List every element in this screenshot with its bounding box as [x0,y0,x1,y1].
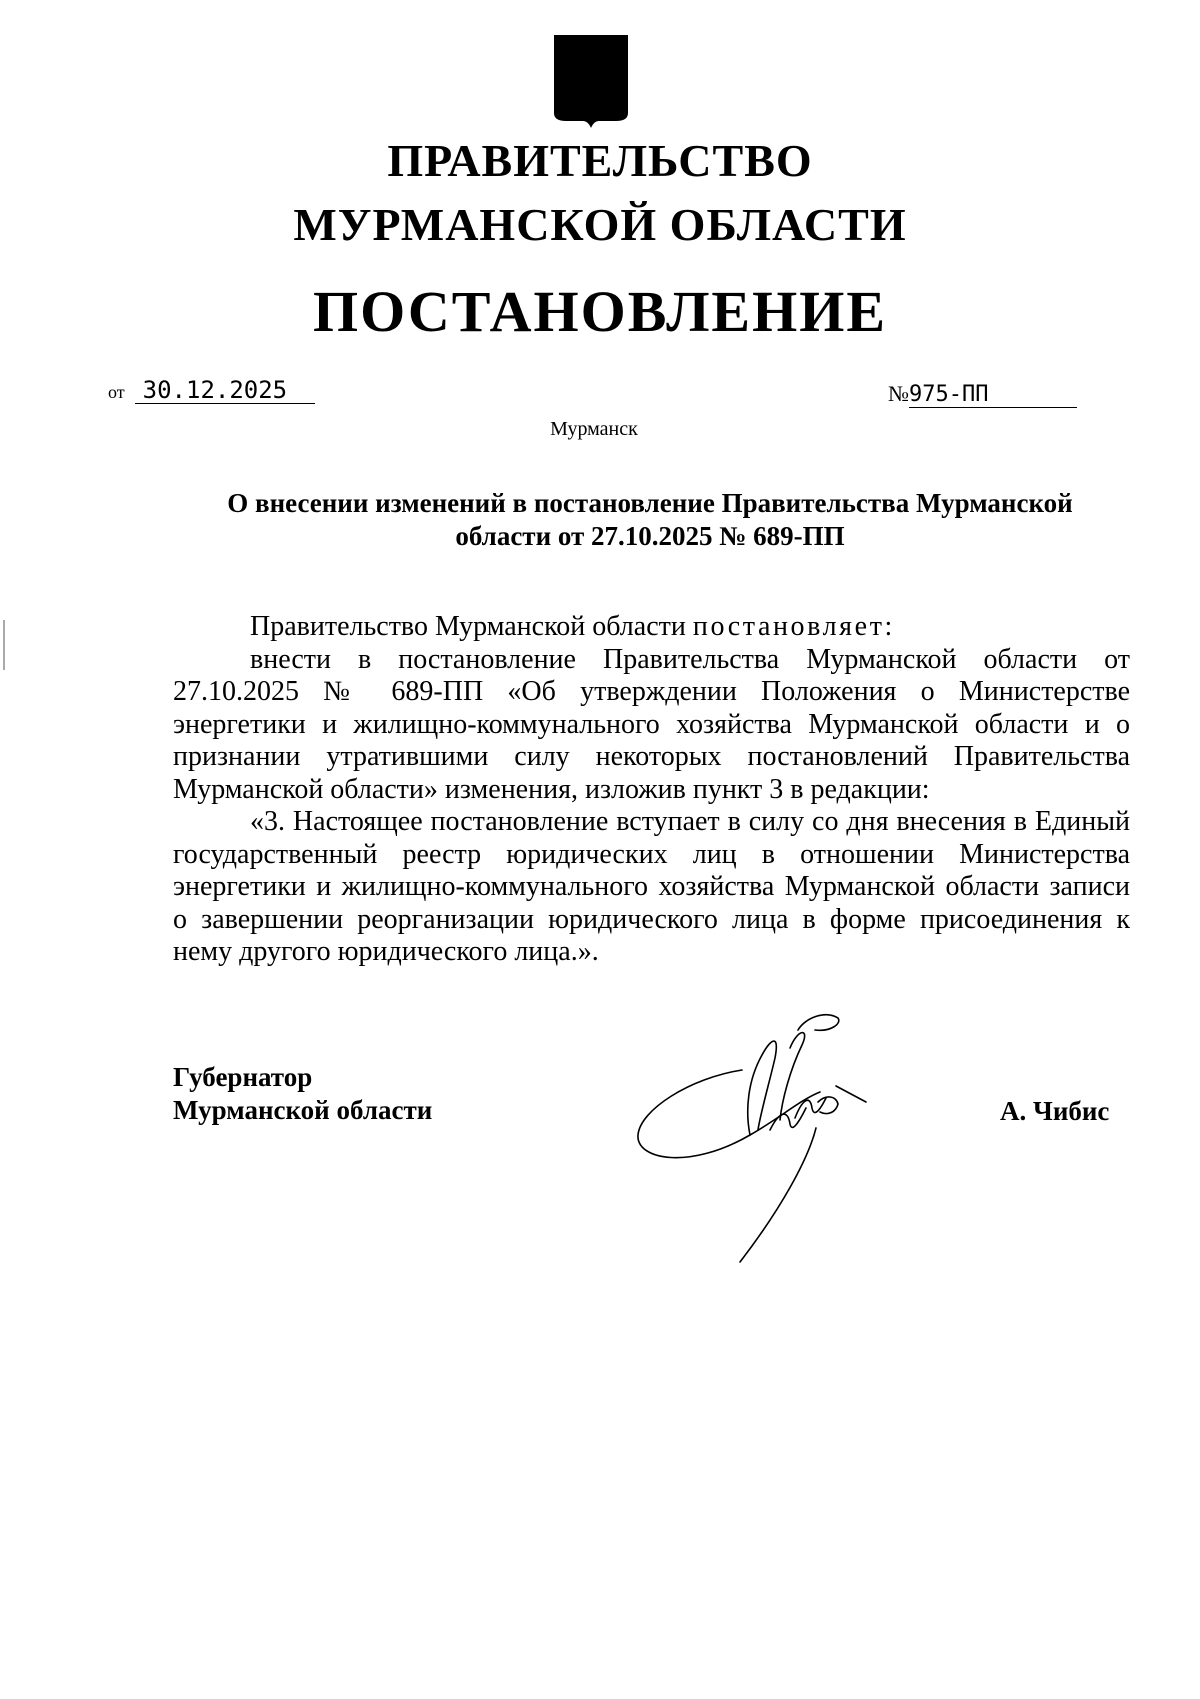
signer-name: А. Чибис [1000,1096,1110,1126]
signer-position-line-1: Губернатор [173,1062,313,1092]
body-paragraph-amendment: внести в постановление Правительства Мурманской области от 27.10.2025 № 689-ПП «Об утверждении Положения о Министерстве энергетики и жилищно-коммунального хозяйства Мурманской области и о признании утратившими силу некоторых постановлений Правительства Мурманской области» изменения, изложив пункт 3 в редакции: [173,643,1130,805]
coat-of-arms-icon [554,35,628,129]
document-title-line-1: О внесении изменений в постановление Правительства Мурманской [227,488,1073,518]
city: Мурманск [550,418,638,440]
document-number: 975-ПП [909,383,1077,408]
body-paragraph-new-clause: «3. Настоящее постановление вступает в силу со дня внесения в Единый государственный реестр юридических лиц в отношении Министерства энергетики и жилищно-коммунального хозяйства Мурманской области записи о завершении реорганизации юридического лица в форме присоединения к нему другого юридического лица.». [173,806,1130,967]
body-paragraph-preamble [173,611,1130,644]
signer-position [173,1061,432,1127]
handwritten-signature [630,1000,910,1280]
signer-position-line-2: Мурманской области [173,1095,433,1125]
document-date: 30.12.2025 [135,377,315,404]
preamble-tail: : [884,611,893,642]
preamble-verb: постановляет [692,611,885,642]
preamble-lead: Правительство Мурманской области [250,611,686,642]
number-row [888,381,1077,408]
document-title-line-2: области от 27.10.2025 № 689-ПП [455,521,845,551]
document-title [175,487,1125,553]
organization-name-line-2: МУРМАНСКОЙ ОБЛАСТИ [293,199,907,250]
date-row [108,377,315,404]
document-body [173,611,1130,969]
organization-name-line-1: ПРАВИТЕЛЬСТВО [387,135,813,186]
date-prefix: от [108,382,125,402]
number-sign: № [888,381,909,406]
document-type: ПОСТАНОВЛЕНИЕ [312,279,888,344]
scan-margin-mark [3,620,5,670]
